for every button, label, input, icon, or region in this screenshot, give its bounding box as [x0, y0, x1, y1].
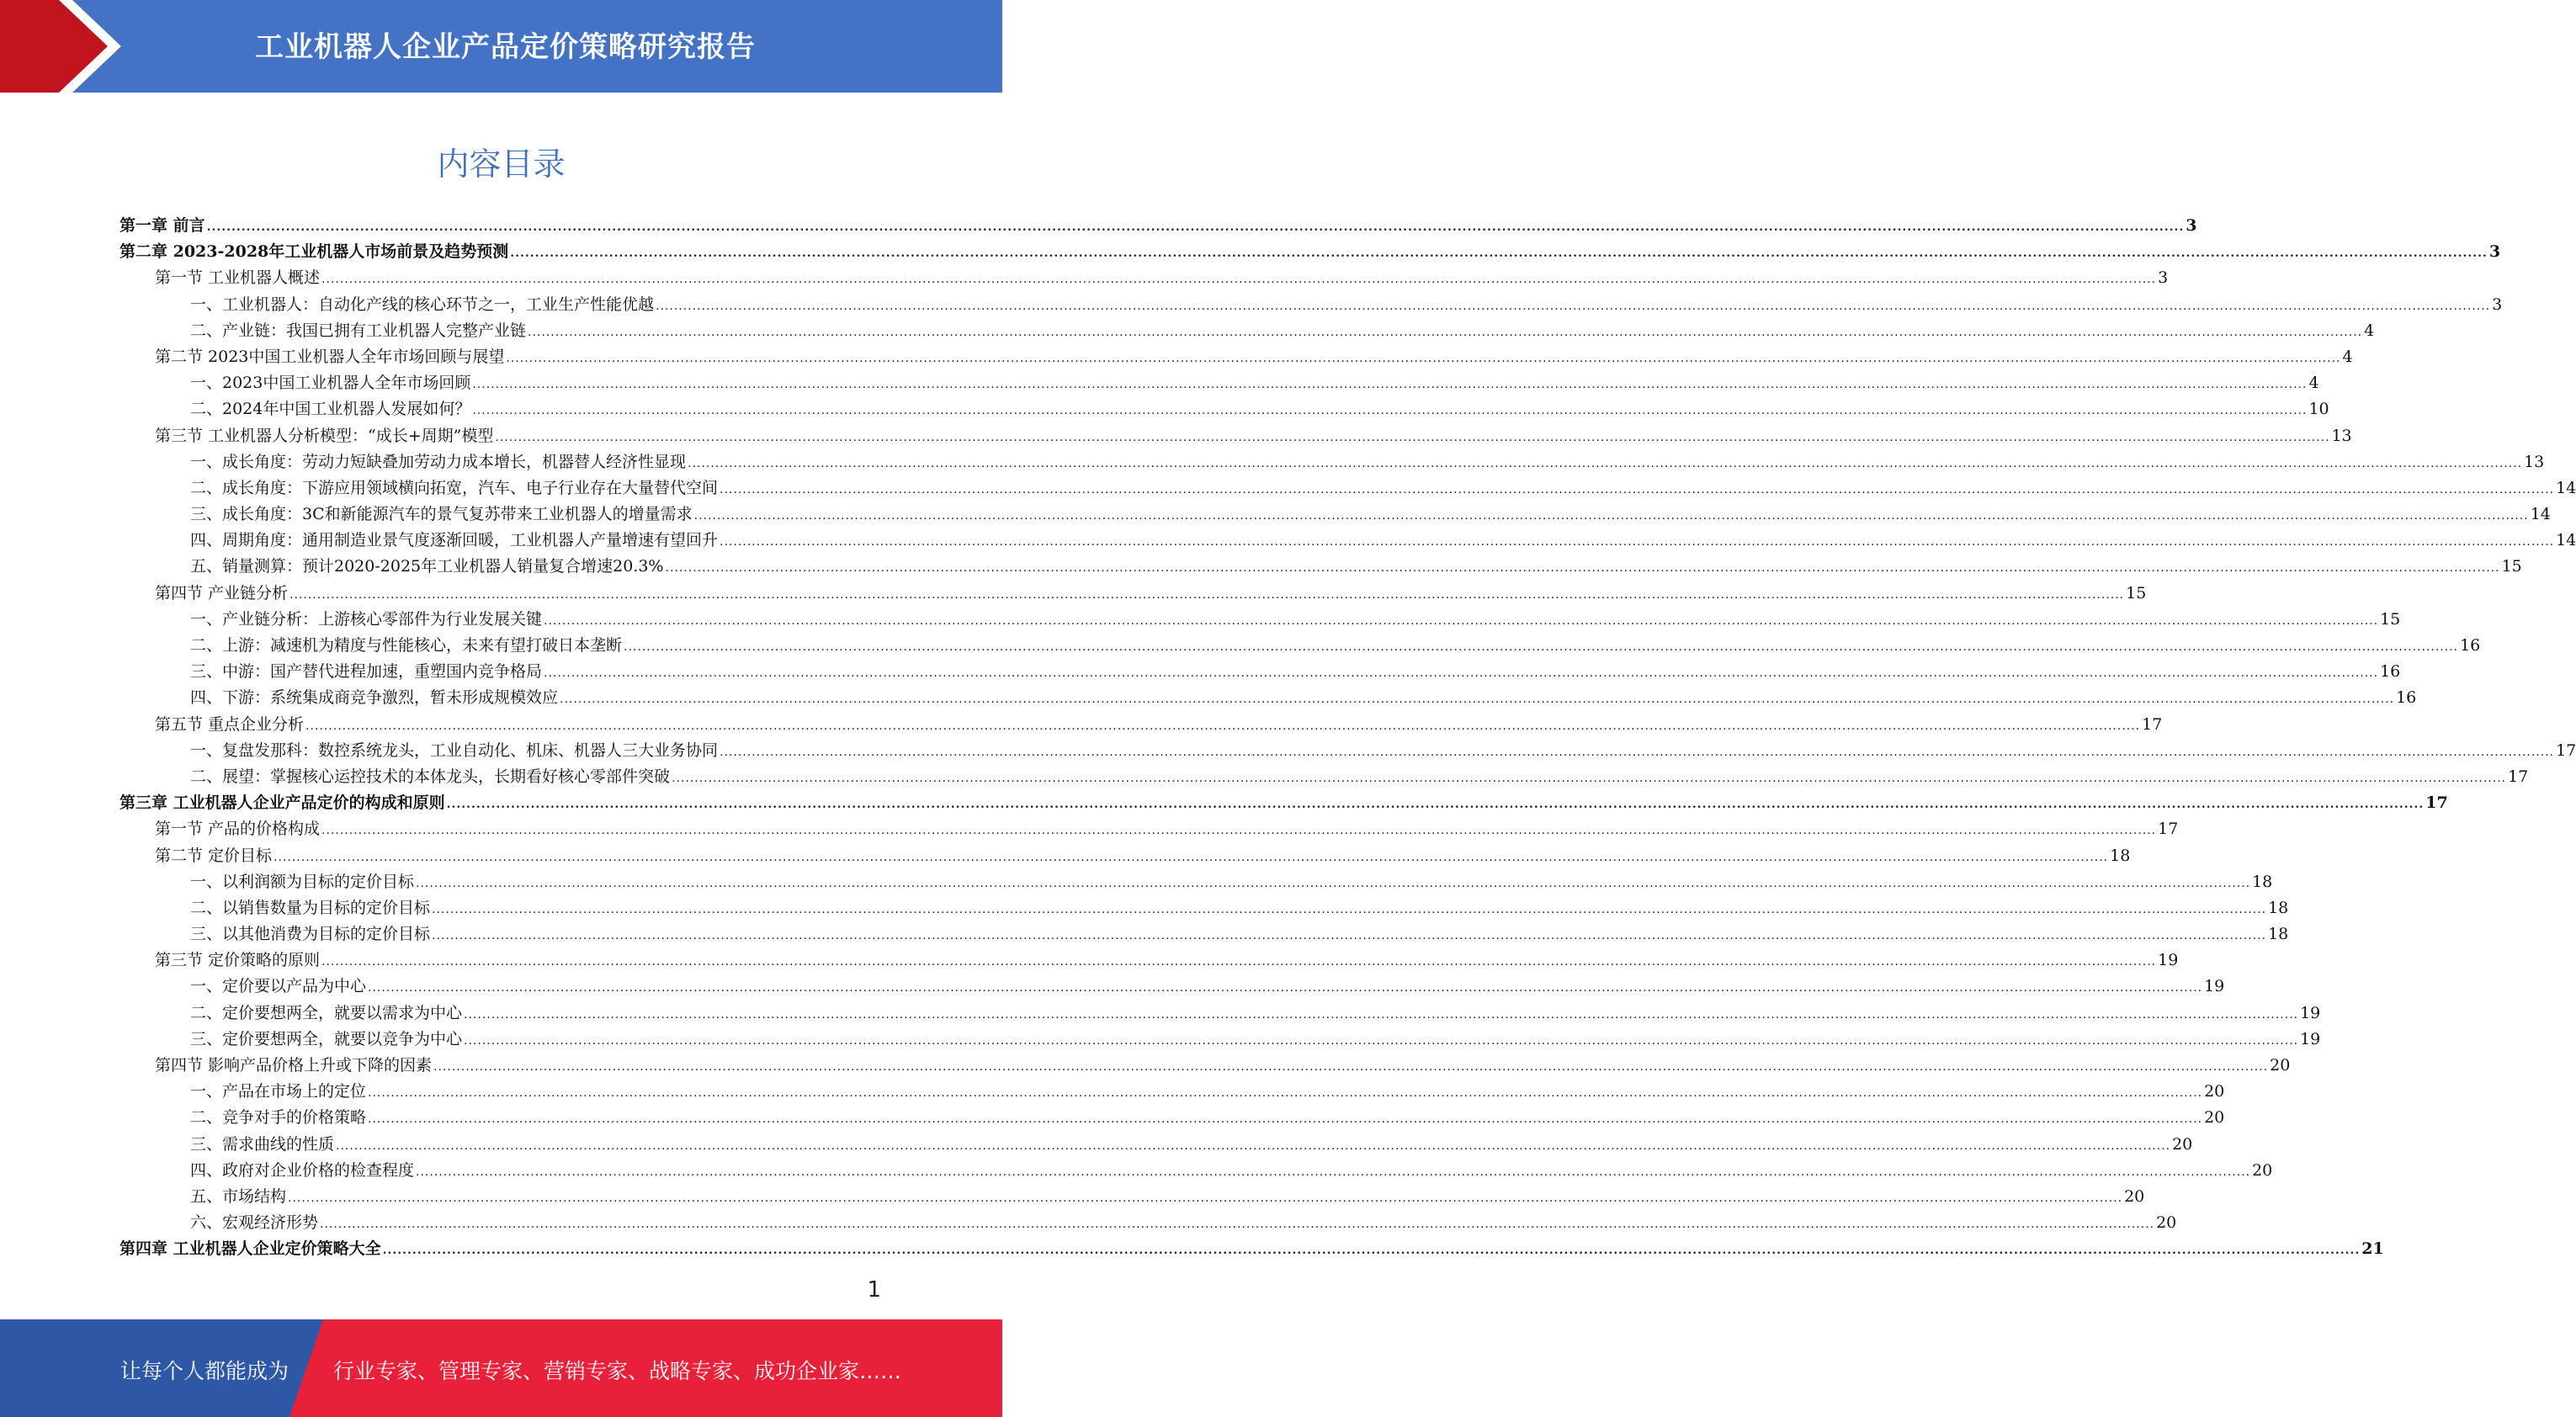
toc-dot-leader: ................................................................................................................................................................................................................................................................................................................................................................................................................ — [336, 1138, 2171, 1153]
toc-entry-page: 20 — [2124, 1186, 2145, 1206]
toc-entry-page: 20 — [2204, 1108, 2225, 1128]
toc-entry-page: 20 — [2204, 1082, 2225, 1101]
toc-dot-leader: ................................................................................................................................................................................................................................................................................................................................................................................................................ — [720, 482, 2555, 496]
toc-entry-page: 15 — [2126, 583, 2147, 602]
toc-entry-title: 第四节 产业链分析 — [155, 583, 289, 602]
toc-dot-leader: ................................................................................................................................................................................................................................................................................................................................................................................................................ — [289, 587, 2125, 602]
toc-entry-title: 第四章 工业机器人企业定价策略大全 — [120, 1239, 381, 1259]
toc-entry[interactable] — [120, 1210, 2177, 1236]
toc-entry-page: 4 — [2364, 321, 2375, 340]
toc-entry-page: 13 — [2331, 426, 2352, 445]
toc-entry[interactable] — [120, 292, 2503, 318]
toc-entry-page: 17 — [2158, 820, 2179, 839]
toc-entry[interactable] — [120, 738, 2576, 764]
toc-entry-page: 15 — [2380, 609, 2401, 629]
toc-dot-leader: ................................................................................................................................................................................................................................................................................................................................................................................................................ — [693, 509, 2529, 523]
toc-entry-title: 三、中游：国产替代进程加速，重塑国内竞争格局 — [190, 662, 543, 682]
toc-entry-title: 五、销量测算：预计2020-2025年工业机器人销量复合增速20.3% — [190, 557, 664, 576]
toc-entry-page: 15 — [2501, 557, 2522, 576]
toc-entry[interactable] — [120, 659, 2401, 685]
toc-entry-page: 20 — [2156, 1213, 2177, 1233]
toc-entry[interactable] — [120, 554, 2522, 580]
toc-dot-leader: ................................................................................................................................................................................................................................................................................................................................................................................................................ — [288, 1191, 2123, 1205]
toc-dot-leader: ................................................................................................................................................................................................................................................................................................................................................................................................................ — [368, 981, 2203, 995]
toc-entry-page: 19 — [2300, 1003, 2321, 1022]
toc-entry-page: 19 — [2300, 1029, 2321, 1048]
toc-entry[interactable] — [120, 685, 2417, 711]
toc-entry-title: 六、宏观经济形势 — [190, 1213, 319, 1233]
toc-heading: 内容目录 — [437, 146, 566, 183]
toc-dot-leader: ................................................................................................................................................................................................................................................................................................................................................................................................................ — [544, 666, 2379, 681]
toc-entry-title: 四、周期角度：通用制造业景气度逐渐回暖，工业机器人产量增速有望回升 — [190, 531, 719, 550]
toc-entry-title: 第二节 定价目标 — [155, 846, 273, 865]
toc-entry-title: 一、工业机器人：自动化产线的核心环节之一，工业生产性能优越 — [190, 295, 655, 314]
toc-dot-leader: ................................................................................................................................................................................................................................................................................................................................................................................................................ — [464, 1033, 2299, 1048]
toc-entry-title: 第二章 2023-2028年工业机器人市场前景及趋势预测 — [120, 242, 509, 262]
toc-entry[interactable] — [120, 1053, 2291, 1079]
footer-slogan-left: 让每个人都能成为 — [120, 1359, 289, 1383]
toc-entry[interactable] — [120, 318, 2375, 344]
toc-entry-page: 16 — [2380, 662, 2401, 682]
toc-entry-title: 二、2024年中国工业机器人发展如何？ — [190, 400, 471, 419]
toc-entry-title: 一、复盘发那科：数控系统龙头，工业自动化、机床、机器人三大业务协同 — [190, 740, 719, 760]
toc-entry[interactable] — [120, 764, 2529, 790]
toc-entry[interactable] — [120, 239, 2501, 265]
toc-entry-title: 第三章 工业机器人企业产品定价的构成和原则 — [120, 793, 445, 813]
toc-entry[interactable] — [120, 213, 2197, 239]
toc-entry[interactable] — [120, 1105, 2225, 1131]
toc-entry-title: 三、定价要想两全，就要以竞争为中心 — [190, 1029, 463, 1048]
toc-dot-leader: ................................................................................................................................................................................................................................................................................................................................................................................................................ — [432, 929, 2267, 943]
toc-entry-page: 3 — [2488, 242, 2501, 262]
toc-entry-title: 第一章 前言 — [120, 216, 205, 235]
toc-entry-title: 二、定价要想两全，就要以需求为中心 — [190, 1003, 463, 1022]
toc-dot-leader: ................................................................................................................................................................................................................................................................................................................................................................................................................ — [320, 1218, 2155, 1232]
toc-entry-title: 第二节 2023中国工业机器人全年市场回顾与展望 — [155, 347, 505, 366]
toc-dot-leader: ................................................................................................................................................................................................................................................................................................................................................................................................................ — [432, 902, 2267, 916]
toc-dot-leader: ................................................................................................................................................................................................................................................................................................................................................................................................................ — [433, 1060, 2269, 1074]
toc-entry-page: 14 — [2556, 531, 2576, 550]
page-header — [0, 0, 1002, 93]
toc-dot-leader: ................................................................................................................................................................................................................................................................................................................................................................................................................ — [472, 404, 2308, 418]
toc-entry-page: 20 — [2270, 1056, 2291, 1075]
toc-entry[interactable] — [120, 344, 2353, 370]
toc-entry[interactable] — [120, 1236, 2384, 1262]
toc-entry-page: 10 — [2308, 400, 2329, 419]
toc-entry[interactable] — [120, 947, 2179, 974]
page-footer — [0, 1319, 1002, 1417]
toc-entry-title: 四、政府对企业价格的检查程度 — [190, 1160, 415, 1180]
toc-entry[interactable] — [120, 423, 2352, 449]
toc-dot-leader: ................................................................................................................................................................................................................................................................................................................................................................................................................ — [416, 876, 2251, 890]
toc-entry-title: 第三节 定价策略的原则 — [155, 951, 321, 970]
toc-entry[interactable] — [120, 607, 2401, 633]
toc-dot-leader: ................................................................................................................................................................................................................................................................................................................................................................................................................ — [528, 325, 2363, 339]
toc-dot-leader: ................................................................................................................................................................................................................................................................................................................................................................................................................ — [321, 955, 2157, 969]
toc-entry[interactable] — [120, 1027, 2321, 1053]
toc-dot-leader: ................................................................................................................................................................................................................................................................................................................................................................................................................ — [624, 640, 2459, 654]
toc-entry-title: 二、竞争对手的价格策略 — [190, 1108, 367, 1128]
toc-entry-page: 18 — [2252, 872, 2273, 891]
toc-entry[interactable] — [120, 528, 2576, 554]
toc-entry-page: 18 — [2268, 925, 2289, 944]
toc-entry-page: 4 — [2342, 347, 2353, 366]
toc-entry[interactable] — [120, 712, 2163, 738]
toc-entry[interactable] — [120, 895, 2289, 921]
toc-entry[interactable] — [120, 790, 2448, 816]
toc-entry-page: 3 — [2492, 295, 2503, 314]
toc-entry[interactable] — [120, 1079, 2225, 1105]
toc-entry-page: 20 — [2252, 1160, 2273, 1180]
toc-dot-leader: ................................................................................................................................................................................................................................................................................................................................................................................................................ — [495, 430, 2330, 444]
toc-dot-leader: ................................................................................................................................................................................................................................................................................................................................................................................................................ — [416, 1165, 2251, 1179]
toc-entry-page: 19 — [2204, 977, 2225, 996]
toc-dot-leader: ................................................................................................................................................................................................................................................................................................................................................................................................................ — [446, 798, 2425, 812]
toc-entry-page: 16 — [2396, 688, 2417, 708]
toc-entry-title: 二、成长角度：下游应用领域横向拓宽，汽车、电子行业存在大量替代空间 — [190, 478, 719, 497]
toc-dot-leader: ................................................................................................................................................................................................................................................................................................................................................................................................................ — [656, 299, 2491, 313]
toc-entry-title: 三、成长角度：3C和新能源汽车的景气复苏带来工业机器人的增量需求 — [190, 505, 693, 524]
toc-dot-leader: ................................................................................................................................................................................................................................................................................................................................................................................................................ — [720, 745, 2555, 759]
toc-dot-leader: ................................................................................................................................................................................................................................................................................................................................................................................................................ — [368, 1112, 2203, 1127]
page-number: 1 — [867, 1277, 881, 1303]
toc-entry-title: 一、定价要以产品为中心 — [190, 977, 367, 996]
toc-dot-leader: ................................................................................................................................................................................................................................................................................................................................................................................................................ — [382, 1244, 2361, 1258]
toc-entry[interactable] — [120, 370, 2319, 396]
toc-entry-title: 二、上游：减速机为精度与性能核心，未来有望打破日本垄断 — [190, 636, 623, 655]
toc-entry-title: 二、展望：掌握核心运控技术的本体龙头，长期看好核心零部件突破 — [190, 767, 671, 786]
toc-dot-leader: ................................................................................................................................................................................................................................................................................................................................................................................................................ — [544, 613, 2379, 628]
toc-entry-title: 一、产品在市场上的定位 — [190, 1082, 367, 1101]
toc-entry[interactable] — [120, 869, 2273, 895]
toc-entry-page: 17 — [2425, 793, 2448, 813]
toc-entry[interactable] — [120, 633, 2481, 659]
toc-entry-page: 13 — [2524, 452, 2545, 471]
footer-slogan-right: 行业专家、管理专家、营销专家、战略专家、成功企业家…… — [333, 1359, 902, 1383]
toc-entry-title: 第一节 产品的价格构成 — [155, 820, 321, 839]
toc-entry-title: 五、市场结构 — [190, 1186, 287, 1206]
toc-entry[interactable] — [120, 816, 2179, 842]
toc-entry-title: 第一节 工业机器人概述 — [155, 268, 321, 288]
toc-entry-page: 17 — [2508, 767, 2529, 786]
toc-dot-leader: ................................................................................................................................................................................................................................................................................................................................................................................................................ — [464, 1007, 2299, 1022]
toc-dot-leader: ................................................................................................................................................................................................................................................................................................................................................................................................................ — [368, 1086, 2203, 1101]
toc-entry-page: 20 — [2172, 1134, 2193, 1154]
toc-dot-leader: ................................................................................................................................................................................................................................................................................................................................................................................................................ — [665, 561, 2500, 576]
toc-entry-title: 第四节 影响产品价格上升或下降的因素 — [155, 1056, 433, 1075]
toc-entry[interactable] — [120, 1184, 2145, 1210]
toc-entry-title: 一、2023中国工业机器人全年市场回顾 — [190, 374, 471, 393]
toc-entry[interactable] — [120, 475, 2576, 502]
toc-entry-page: 14 — [2556, 478, 2576, 497]
toc-entry-title: 一、产业链分析：上游核心零部件为行业发展关键 — [190, 609, 543, 629]
toc-entry[interactable] — [120, 974, 2225, 1000]
toc-entry[interactable] — [120, 843, 2131, 869]
toc-entry-title: 第五节 重点企业分析 — [155, 714, 305, 734]
toc-entry[interactable] — [120, 921, 2289, 947]
toc-dot-leader: ................................................................................................................................................................................................................................................................................................................................................................................................................ — [510, 247, 2488, 261]
toc-entry-page: 14 — [2530, 505, 2551, 524]
toc-entry-title: 三、需求曲线的性质 — [190, 1134, 335, 1154]
toc-dot-leader: ................................................................................................................................................................................................................................................................................................................................................................................................................ — [305, 719, 2141, 733]
toc-dot-leader: ................................................................................................................................................................................................................................................................................................................................................................................................................ — [506, 351, 2341, 365]
toc-dot-leader: ................................................................................................................................................................................................................................................................................................................................................................................................................ — [472, 378, 2308, 392]
toc-entry-page: 4 — [2308, 374, 2319, 393]
toc-entry-page: 16 — [2460, 636, 2481, 655]
table-of-contents — [120, 213, 2576, 1263]
toc-entry-page: 19 — [2158, 951, 2179, 970]
toc-entry-page: 18 — [2110, 846, 2131, 865]
toc-entry[interactable] — [120, 449, 2545, 475]
toc-entry[interactable] — [120, 1132, 2193, 1158]
toc-entry[interactable] — [120, 396, 2329, 422]
toc-entry-title: 一、以利润额为目标的定价目标 — [190, 872, 415, 891]
toc-entry-title: 二、以销售数量为目标的定价目标 — [190, 898, 431, 917]
toc-dot-leader: ................................................................................................................................................................................................................................................................................................................................................................................................................ — [321, 824, 2157, 838]
toc-entry-title: 二、产业链：我国已拥有工业机器人完整产业链 — [190, 321, 527, 340]
toc-dot-leader: ................................................................................................................................................................................................................................................................................................................................................................................................................ — [688, 456, 2523, 470]
toc-entry-page: 21 — [2361, 1239, 2384, 1259]
toc-entry-title: 三、以其他消费为目标的定价目标 — [190, 925, 431, 944]
toc-entry-page: 17 — [2142, 714, 2163, 734]
toc-dot-leader: ................................................................................................................................................................................................................................................................................................................................................................................................................ — [672, 771, 2507, 785]
report-title: 工业机器人企业产品定价策略研究报告 — [255, 30, 756, 64]
toc-entry[interactable] — [120, 581, 2147, 607]
toc-entry-page: 18 — [2268, 898, 2289, 917]
toc-entry-title: 一、成长角度：劳动力短缺叠加劳动力成本增长，机器替人经济性显现 — [190, 452, 687, 471]
toc-entry-page: 3 — [2186, 216, 2197, 235]
toc-dot-leader: ................................................................................................................................................................................................................................................................................................................................................................................................................ — [720, 535, 2555, 549]
toc-entry[interactable] — [120, 1158, 2273, 1184]
toc-dot-leader: ................................................................................................................................................................................................................................................................................................................................................................................................................ — [321, 273, 2157, 287]
toc-entry[interactable] — [120, 502, 2551, 528]
toc-dot-leader: ................................................................................................................................................................................................................................................................................................................................................................................................................ — [274, 850, 2109, 864]
toc-entry[interactable] — [120, 265, 2169, 291]
toc-entry-page: 3 — [2158, 268, 2169, 288]
toc-entry-title: 第三节 工业机器人分析模型：“成长+周期”模型 — [155, 426, 494, 445]
toc-dot-leader: ................................................................................................................................................................................................................................................................................................................................................................................................................ — [206, 220, 2185, 234]
toc-entry[interactable] — [120, 1000, 2321, 1027]
toc-entry-page: 17 — [2556, 740, 2576, 760]
toc-entry-title: 四、下游：系统集成商竞争激烈，暂未形成规模效应 — [190, 688, 559, 708]
toc-dot-leader: ................................................................................................................................................................................................................................................................................................................................................................................................................ — [560, 693, 2395, 707]
